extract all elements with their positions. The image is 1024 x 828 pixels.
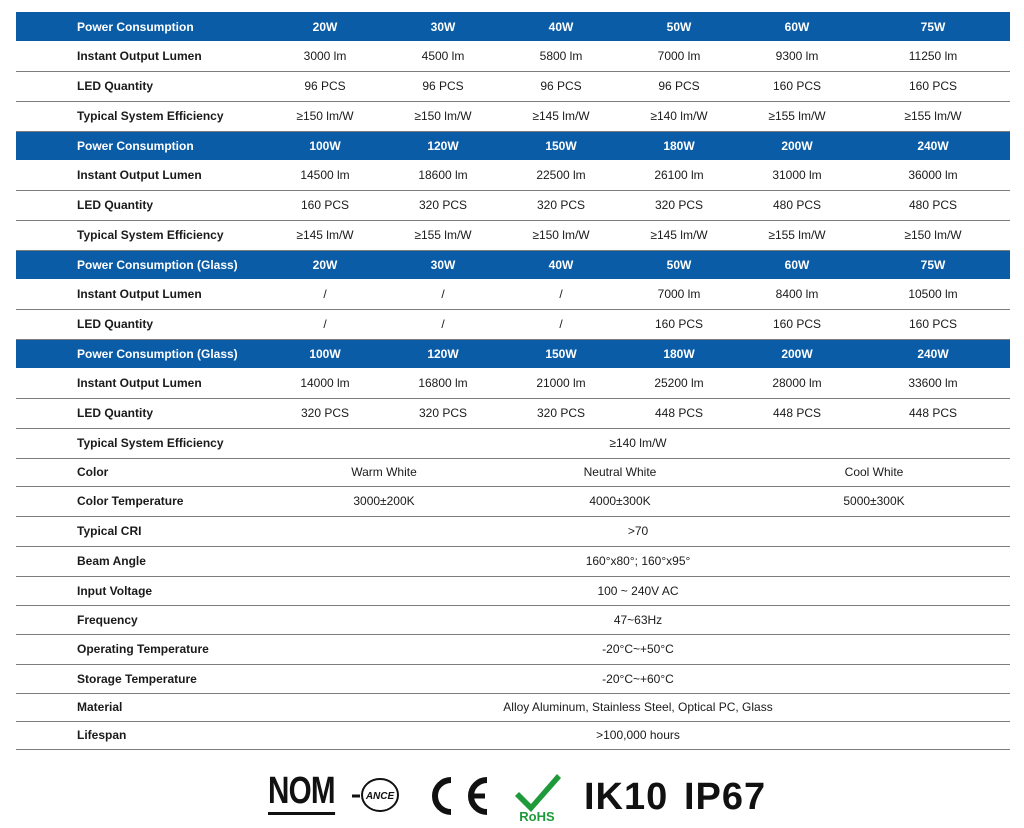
row-value: 7000 lm	[620, 41, 738, 71]
header-cell: 150W	[502, 131, 620, 160]
row-value: 160 PCS	[738, 309, 856, 339]
spec-row	[16, 486, 1010, 516]
row-label: Typical System Efficiency	[16, 428, 266, 458]
header-cell: 180W	[620, 339, 738, 368]
spec-row	[16, 576, 1010, 605]
spec-row	[16, 190, 1010, 220]
row-value: 160°x80°; 160°x95°	[266, 546, 1010, 576]
row-value: 36000 lm	[856, 160, 1010, 190]
header-label: Power Consumption (Glass)	[16, 339, 266, 368]
header-label: Power Consumption (Glass)	[16, 250, 266, 279]
row-value: 4500 lm	[384, 41, 502, 71]
row-label: LED Quantity	[16, 190, 266, 220]
row-value: 18600 lm	[384, 160, 502, 190]
row-label: Instant Output Lumen	[16, 279, 266, 309]
section-header-row	[16, 250, 1010, 279]
row-value: 5800 lm	[502, 41, 620, 71]
row-label: Instant Output Lumen	[16, 41, 266, 71]
row-value: 47~63Hz	[266, 605, 1010, 634]
header-label: Power Consumption	[16, 12, 266, 41]
row-value: Alloy Aluminum, Stainless Steel, Optical PC, Glass	[266, 693, 1010, 721]
rohs-logo	[513, 770, 565, 824]
header-cell: 60W	[738, 250, 856, 279]
row-label: Lifespan	[16, 721, 266, 749]
header-cell: 30W	[384, 12, 502, 41]
row-value: 320 PCS	[384, 398, 502, 428]
row-value: 100 ~ 240V AC	[266, 576, 1010, 605]
spec-row	[16, 220, 1010, 250]
row-value: -20°C~+60°C	[266, 664, 1010, 693]
row-label: LED Quantity	[16, 398, 266, 428]
spec-row	[16, 634, 1010, 664]
row-value: 14000 lm	[266, 368, 384, 398]
row-value: >70	[266, 516, 1010, 546]
header-cell: 100W	[266, 339, 384, 368]
row-value: 160 PCS	[620, 309, 738, 339]
row-value: ≥155 lm/W	[856, 101, 1010, 131]
row-label: Operating Temperature	[16, 634, 266, 664]
row-value: 33600 lm	[856, 368, 1010, 398]
row-value: 160 PCS	[738, 71, 856, 101]
row-value: Cool White	[738, 458, 1010, 486]
row-value: Neutral White	[502, 458, 738, 486]
header-cell: 120W	[384, 131, 502, 160]
spec-row	[16, 309, 1010, 339]
row-label: Typical CRI	[16, 516, 266, 546]
row-label: Input Voltage	[16, 576, 266, 605]
svg-text:ANCE: ANCE	[365, 791, 395, 802]
row-value: 320 PCS	[502, 190, 620, 220]
row-value: 96 PCS	[502, 71, 620, 101]
row-value: 5000±300K	[738, 486, 1010, 516]
spec-row	[16, 721, 1010, 749]
ance-logo	[352, 776, 400, 814]
spec-row	[16, 516, 1010, 546]
row-value: 28000 lm	[738, 368, 856, 398]
row-value: ≥150 lm/W	[502, 220, 620, 250]
header-cell: 50W	[620, 12, 738, 41]
row-label: Typical System Efficiency	[16, 220, 266, 250]
header-cell: 30W	[384, 250, 502, 279]
row-value: 96 PCS	[384, 71, 502, 101]
row-value: ≥140 lm/W	[620, 101, 738, 131]
row-value: 320 PCS	[384, 190, 502, 220]
nom-logo: NOM	[268, 772, 335, 815]
row-value: 448 PCS	[620, 398, 738, 428]
row-value: >100,000 hours	[266, 721, 1010, 749]
row-value: 448 PCS	[856, 398, 1010, 428]
spec-row	[16, 693, 1010, 721]
row-value: ≥145 lm/W	[266, 220, 384, 250]
spec-row	[16, 71, 1010, 101]
header-cell: 40W	[502, 12, 620, 41]
row-label: Typical System Efficiency	[16, 101, 266, 131]
row-value: 3000±200K	[266, 486, 502, 516]
row-value: 448 PCS	[738, 398, 856, 428]
spec-row	[16, 605, 1010, 634]
row-value: 25200 lm	[620, 368, 738, 398]
spec-row	[16, 41, 1010, 71]
row-value: /	[384, 279, 502, 309]
row-value: 480 PCS	[856, 190, 1010, 220]
row-label: Beam Angle	[16, 546, 266, 576]
row-label: Instant Output Lumen	[16, 368, 266, 398]
row-value: ≥150 lm/W	[384, 101, 502, 131]
row-value: 320 PCS	[266, 398, 384, 428]
row-value: ≥155 lm/W	[738, 101, 856, 131]
row-value: 320 PCS	[620, 190, 738, 220]
row-value: 11250 lm	[856, 41, 1010, 71]
header-cell: 75W	[856, 250, 1010, 279]
row-value: /	[266, 279, 384, 309]
ce-mark	[421, 774, 493, 818]
header-cell: 20W	[266, 250, 384, 279]
row-value: -20°C~+50°C	[266, 634, 1010, 664]
row-value: 26100 lm	[620, 160, 738, 190]
spec-row	[16, 368, 1010, 398]
spec-row	[16, 428, 1010, 458]
spec-table	[16, 12, 1010, 750]
row-value: 7000 lm	[620, 279, 738, 309]
spec-row	[16, 279, 1010, 309]
header-cell: 200W	[738, 339, 856, 368]
row-label: LED Quantity	[16, 309, 266, 339]
row-value: Warm White	[266, 458, 502, 486]
row-value: /	[502, 309, 620, 339]
row-value: 14500 lm	[266, 160, 384, 190]
header-cell: 120W	[384, 339, 502, 368]
spec-row	[16, 546, 1010, 576]
row-value: /	[266, 309, 384, 339]
certification-logos	[0, 764, 1024, 824]
row-value: 320 PCS	[502, 398, 620, 428]
row-value: /	[384, 309, 502, 339]
header-cell: 20W	[266, 12, 384, 41]
row-label: Frequency	[16, 605, 266, 634]
row-value: 9300 lm	[738, 41, 856, 71]
row-value: 31000 lm	[738, 160, 856, 190]
section-header-row	[16, 339, 1010, 368]
row-value: ≥155 lm/W	[738, 220, 856, 250]
row-label: Color Temperature	[16, 486, 266, 516]
header-label: Power Consumption	[16, 131, 266, 160]
row-value: 16800 lm	[384, 368, 502, 398]
header-cell: 50W	[620, 250, 738, 279]
ik10-logo: IK10	[584, 776, 669, 818]
row-value: 3000 lm	[266, 41, 384, 71]
row-label: Instant Output Lumen	[16, 160, 266, 190]
row-value: 22500 lm	[502, 160, 620, 190]
row-value: ≥145 lm/W	[620, 220, 738, 250]
header-cell: 150W	[502, 339, 620, 368]
row-value: 480 PCS	[738, 190, 856, 220]
spec-row	[16, 101, 1010, 131]
section-header-row	[16, 131, 1010, 160]
row-value: ≥150 lm/W	[856, 220, 1010, 250]
row-value: ≥150 lm/W	[266, 101, 384, 131]
row-label: LED Quantity	[16, 71, 266, 101]
header-cell: 40W	[502, 250, 620, 279]
svg-text:RoHS: RoHS	[519, 809, 555, 824]
header-cell: 75W	[856, 12, 1010, 41]
row-value: 8400 lm	[738, 279, 856, 309]
row-label: Color	[16, 458, 266, 486]
row-value: 4000±300K	[502, 486, 738, 516]
row-value: 160 PCS	[856, 309, 1010, 339]
header-cell: 180W	[620, 131, 738, 160]
header-cell: 240W	[856, 131, 1010, 160]
section-header-row	[16, 12, 1010, 41]
header-cell: 200W	[738, 131, 856, 160]
ip67-logo: IP67	[684, 776, 767, 818]
row-value: 160 PCS	[266, 190, 384, 220]
spec-row	[16, 160, 1010, 190]
row-label: Storage Temperature	[16, 664, 266, 693]
row-value: 21000 lm	[502, 368, 620, 398]
row-value: 10500 lm	[856, 279, 1010, 309]
spec-row	[16, 458, 1010, 486]
spec-row	[16, 398, 1010, 428]
row-value: /	[502, 279, 620, 309]
row-value: 96 PCS	[620, 71, 738, 101]
row-value: ≥155 lm/W	[384, 220, 502, 250]
row-value: ≥145 lm/W	[502, 101, 620, 131]
row-label: Material	[16, 693, 266, 721]
spec-row	[16, 664, 1010, 693]
header-cell: 100W	[266, 131, 384, 160]
row-value: 160 PCS	[856, 71, 1010, 101]
header-cell: 240W	[856, 339, 1010, 368]
row-value: 96 PCS	[266, 71, 384, 101]
row-value: ≥140 lm/W	[266, 428, 1010, 458]
header-cell: 60W	[738, 12, 856, 41]
